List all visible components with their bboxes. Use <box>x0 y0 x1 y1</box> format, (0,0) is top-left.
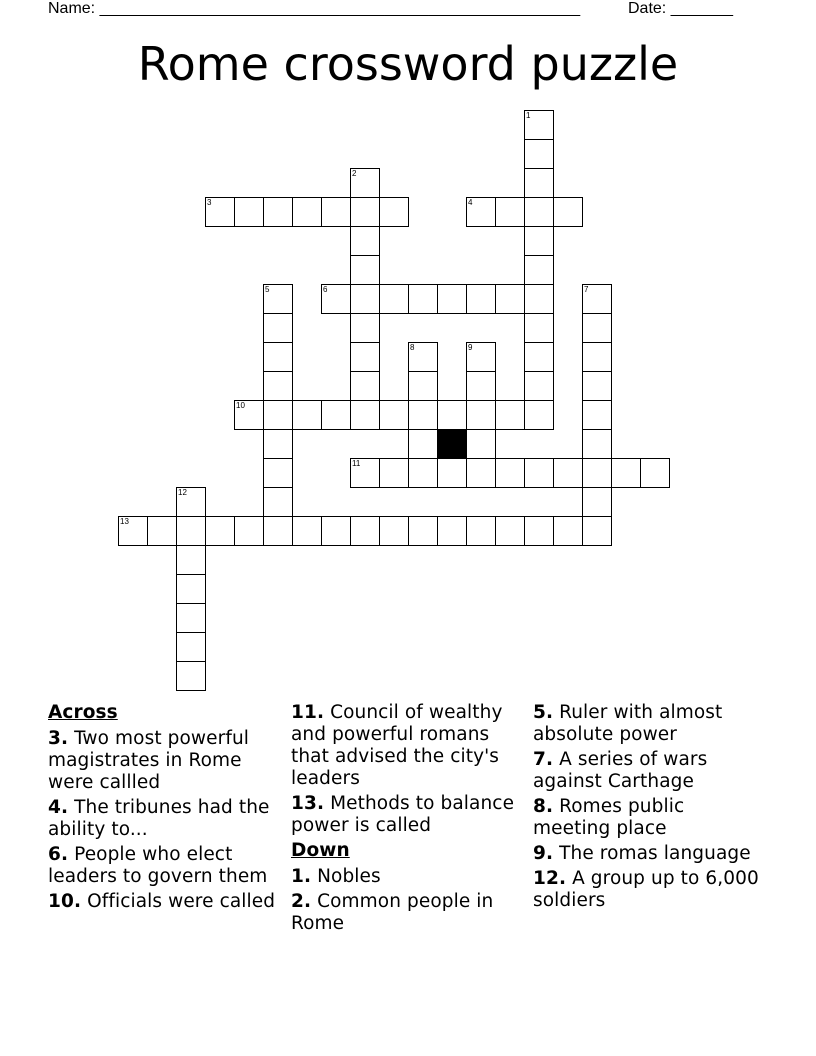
grid-cell[interactable] <box>350 371 380 401</box>
clue-number-label: 3 <box>207 198 212 207</box>
grid-cell[interactable] <box>176 603 206 633</box>
grid-cell[interactable] <box>234 516 264 546</box>
clue-number: 12. <box>533 868 567 889</box>
grid-cell[interactable] <box>466 400 496 430</box>
clue-text: People who elect leaders to govern them <box>48 844 268 887</box>
grid-cell[interactable] <box>379 458 409 488</box>
grid-cell[interactable] <box>292 400 322 430</box>
clue-across-6 <box>48 844 280 888</box>
grid-cell[interactable] <box>524 255 554 285</box>
grid-cell[interactable] <box>321 516 351 546</box>
grid-cell[interactable] <box>408 284 438 314</box>
grid-cell[interactable] <box>350 342 380 372</box>
grid-cell[interactable] <box>176 487 206 517</box>
grid-cell[interactable] <box>437 458 467 488</box>
grid-cell[interactable] <box>263 284 293 314</box>
clue-across-3 <box>48 728 280 794</box>
grid-cell[interactable] <box>582 371 612 401</box>
clue-text: Methods to balance power is called <box>291 793 515 836</box>
grid-cell[interactable] <box>495 400 525 430</box>
clue-number-label: 11 <box>352 459 361 468</box>
black-cell <box>437 429 467 459</box>
clue-number: 1. <box>291 866 312 887</box>
grid-cell[interactable] <box>176 516 206 546</box>
clue-across-11 <box>291 702 523 790</box>
clue-number: 4. <box>48 797 69 818</box>
grid-cell[interactable] <box>524 197 554 227</box>
grid-cell[interactable] <box>350 400 380 430</box>
grid-cell[interactable] <box>524 342 554 372</box>
grid-cell[interactable] <box>263 516 293 546</box>
grid-cell[interactable] <box>582 487 612 517</box>
grid-cell[interactable] <box>321 197 351 227</box>
grid-cell[interactable] <box>292 197 322 227</box>
grid-cell[interactable] <box>263 371 293 401</box>
grid-cell[interactable] <box>263 429 293 459</box>
clue-text: A group up to 6,000 soldiers <box>533 868 759 911</box>
grid-cell[interactable] <box>553 197 583 227</box>
clue-text: Common people in Rome <box>291 891 494 934</box>
grid-cell[interactable] <box>350 255 380 285</box>
grid-cell[interactable] <box>466 342 496 372</box>
clue-down-2 <box>291 891 523 935</box>
grid-cell[interactable] <box>582 284 612 314</box>
grid-cell[interactable] <box>495 458 525 488</box>
grid-cell[interactable] <box>263 400 293 430</box>
grid-cell[interactable] <box>350 168 380 198</box>
clue-number-label: 10 <box>236 401 245 410</box>
grid-cell[interactable] <box>582 516 612 546</box>
grid-cell[interactable] <box>437 284 467 314</box>
grid-cell[interactable] <box>582 429 612 459</box>
grid-cell[interactable] <box>408 400 438 430</box>
grid-cell[interactable] <box>408 371 438 401</box>
grid-cell[interactable] <box>176 632 206 662</box>
clue-text: Ruler with almost absolute power <box>533 702 723 745</box>
grid-cell[interactable] <box>524 458 554 488</box>
clue-text: A series of wars against Carthage <box>533 749 708 792</box>
grid-cell[interactable] <box>582 458 612 488</box>
grid-cell[interactable] <box>263 313 293 343</box>
clue-down-12 <box>533 868 765 912</box>
clue-across-10 <box>48 891 280 913</box>
grid-cell[interactable] <box>524 139 554 169</box>
grid-cell[interactable] <box>466 516 496 546</box>
grid-cell[interactable] <box>205 516 235 546</box>
clue-number-label: 13 <box>120 517 129 526</box>
clue-down-9 <box>533 843 765 865</box>
clue-number-label: 6 <box>323 285 328 294</box>
grid-cell[interactable] <box>379 516 409 546</box>
clue-number-label: 1 <box>526 111 531 120</box>
grid-cell[interactable] <box>495 516 525 546</box>
clue-down-5 <box>533 702 765 746</box>
clue-number: 11. <box>291 702 325 723</box>
grid-cell[interactable] <box>147 516 177 546</box>
clue-text: The tribunes had the ability to... <box>48 797 270 840</box>
grid-cell[interactable] <box>176 574 206 604</box>
grid-cell[interactable] <box>350 458 380 488</box>
clue-text: Council of wealthy and powerful romans that advised the city's leaders <box>291 702 503 789</box>
grid-cell[interactable] <box>263 197 293 227</box>
grid-cell[interactable] <box>350 313 380 343</box>
clue-number: 13. <box>291 793 325 814</box>
grid-cell[interactable] <box>379 400 409 430</box>
grid-cell[interactable] <box>379 284 409 314</box>
date-field[interactable]: Date: _______ <box>628 0 733 17</box>
grid-cell[interactable] <box>524 110 554 140</box>
grid-cell[interactable] <box>350 284 380 314</box>
clue-down-7 <box>533 749 765 793</box>
grid-cell[interactable] <box>582 342 612 372</box>
grid-cell[interactable] <box>466 284 496 314</box>
grid-cell[interactable] <box>524 284 554 314</box>
grid-cell[interactable] <box>263 458 293 488</box>
grid-cell[interactable] <box>321 284 351 314</box>
grid-cell[interactable] <box>350 516 380 546</box>
grid-cell[interactable] <box>524 226 554 256</box>
clue-number: 3. <box>48 728 69 749</box>
grid-cell[interactable] <box>234 197 264 227</box>
clue-number: 8. <box>533 796 554 817</box>
clue-across-13 <box>291 793 523 837</box>
grid-cell[interactable] <box>640 458 670 488</box>
clue-number-label: 12 <box>178 488 187 497</box>
clue-number: 9. <box>533 843 554 864</box>
grid-cell[interactable] <box>408 342 438 372</box>
clue-text: Two most powerful magistrates in Rome were callled <box>48 728 250 793</box>
grid-cell[interactable] <box>118 516 148 546</box>
grid-cell[interactable] <box>466 429 496 459</box>
down-heading: Down <box>291 840 350 861</box>
clue-down-8 <box>533 796 765 840</box>
grid-cell[interactable] <box>292 516 322 546</box>
grid-cell[interactable] <box>321 400 351 430</box>
grid-cell[interactable] <box>553 458 583 488</box>
clue-text: Nobles <box>317 866 381 887</box>
grid-cell[interactable] <box>524 371 554 401</box>
clue-number: 6. <box>48 844 69 865</box>
clue-number: 7. <box>533 749 554 770</box>
grid-cell[interactable] <box>350 197 380 227</box>
clue-number-label: 9 <box>468 343 473 352</box>
clue-number-label: 2 <box>352 169 357 178</box>
grid-cell[interactable] <box>553 516 583 546</box>
grid-cell[interactable] <box>466 371 496 401</box>
grid-cell[interactable] <box>495 197 525 227</box>
grid-cell[interactable] <box>582 313 612 343</box>
grid-cell[interactable] <box>466 197 496 227</box>
grid-cell[interactable] <box>466 458 496 488</box>
grid-cell[interactable] <box>263 342 293 372</box>
clue-down-1 <box>291 866 523 888</box>
grid-cell[interactable] <box>408 429 438 459</box>
grid-cell[interactable] <box>611 458 641 488</box>
clue-number: 5. <box>533 702 554 723</box>
clue-number: 10. <box>48 891 82 912</box>
clue-text: Officials were called <box>87 891 276 912</box>
clue-number-label: 7 <box>584 285 589 294</box>
grid-cell[interactable] <box>379 197 409 227</box>
name-field[interactable]: Name: ______________________________________________________ <box>48 0 581 17</box>
grid-cell[interactable] <box>176 661 206 691</box>
clue-text: Romes public meeting place <box>533 796 685 839</box>
clue-number-label: 4 <box>468 198 473 207</box>
across-heading: Across <box>48 702 118 723</box>
clue-number-label: 8 <box>410 343 415 352</box>
clue-text: The romas language <box>559 843 751 864</box>
clues-column-2 <box>291 700 523 938</box>
clues-column-1 <box>48 700 280 916</box>
grid-cell[interactable] <box>582 400 612 430</box>
grid-cell[interactable] <box>234 400 264 430</box>
page-title: Rome crossword puzzle <box>137 37 679 91</box>
grid-cell[interactable] <box>350 226 380 256</box>
clue-number-label: 5 <box>265 285 270 294</box>
grid-cell[interactable] <box>495 284 525 314</box>
grid-cell[interactable] <box>524 400 554 430</box>
grid-cell[interactable] <box>524 313 554 343</box>
grid-cell[interactable] <box>524 516 554 546</box>
grid-cell[interactable] <box>263 487 293 517</box>
grid-cell[interactable] <box>408 458 438 488</box>
grid-cell[interactable] <box>408 516 438 546</box>
grid-cell[interactable] <box>524 168 554 198</box>
grid-cell[interactable] <box>437 400 467 430</box>
grid-cell[interactable] <box>437 516 467 546</box>
grid-cell[interactable] <box>176 545 206 575</box>
clue-across-4 <box>48 797 280 841</box>
grid-cell[interactable] <box>205 197 235 227</box>
clues-column-3 <box>533 700 765 915</box>
clue-number: 2. <box>291 891 312 912</box>
